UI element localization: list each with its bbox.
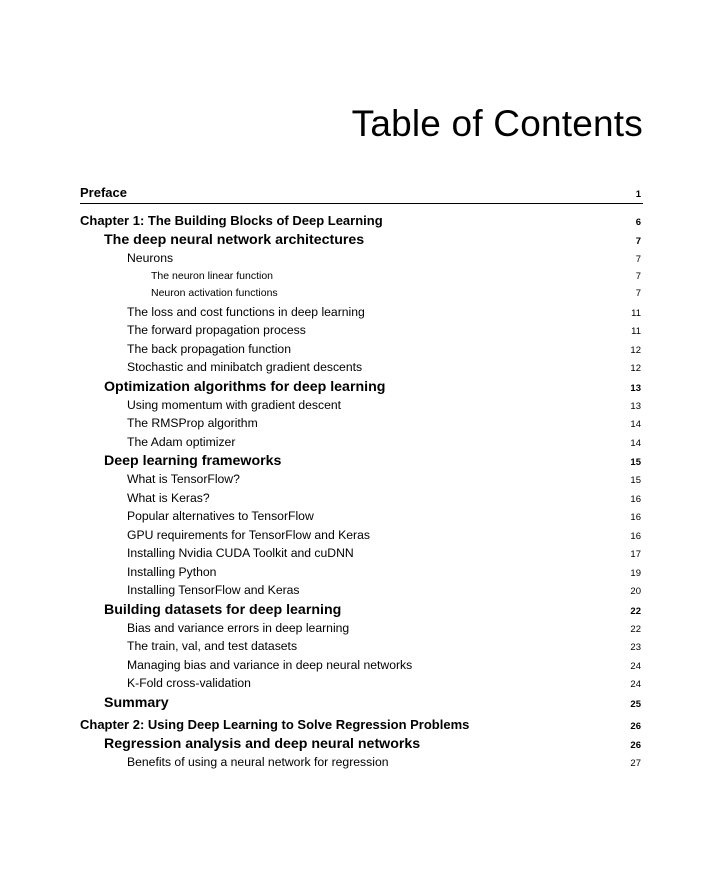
toc-entry-page-number: 6 (635, 217, 641, 228)
toc-entry-label: Installing Nvidia CUDA Toolkit and cuDNN (127, 546, 354, 560)
toc-entry-sub[interactable] (80, 583, 643, 602)
toc-entry-section[interactable] (80, 602, 643, 621)
toc-entry-page-number: 7 (635, 236, 641, 247)
toc-entry-page-number: 26 (630, 720, 641, 732)
toc-entry-sub[interactable] (80, 621, 643, 640)
toc-entry-sub[interactable] (80, 251, 643, 270)
toc-entry-label: Neurons (127, 251, 174, 265)
toc-entry-section[interactable] (80, 232, 643, 251)
toc-entry-section[interactable] (80, 453, 643, 472)
toc-entry-label: The train, val, and test datasets (127, 639, 298, 653)
toc-entry-section[interactable] (80, 379, 643, 398)
toc-entry-page-number: 25 (630, 698, 641, 710)
toc-entry-page-number: 16 (630, 530, 641, 542)
toc-entry-label: Using momentum with gradient descent (127, 397, 342, 412)
toc-entry-page-number: 16 (630, 493, 641, 505)
toc-entry-sub[interactable] (80, 472, 643, 491)
toc-entry-chapter[interactable] (80, 213, 643, 232)
toc-entry-label: Summary (104, 694, 169, 711)
toc-entry-label: GPU requirements for TensorFlow and Keras (127, 527, 370, 542)
toc-entry-subsub[interactable] (80, 270, 643, 288)
toc-entry-page-number: 23 (630, 642, 641, 653)
toc-entry-sub[interactable] (80, 416, 643, 435)
toc-entry-label: Regression analysis and deep neural networks (104, 735, 421, 752)
toc-entry-page-number: 7 (635, 288, 641, 299)
toc-entry-label: Popular alternatives to TensorFlow (127, 509, 314, 523)
toc-entry-sub[interactable] (80, 323, 643, 342)
toc-entry-sub[interactable] (80, 342, 643, 361)
toc-entry-page-number: 22 (630, 623, 641, 635)
toc-entry-label: K-Fold cross-validation (127, 676, 251, 690)
page-title: Table of Contents (351, 103, 643, 144)
toc-entry-label: Neuron activation functions (151, 287, 278, 299)
toc-entry-page-number: 24 (630, 679, 641, 690)
toc-entry-page-number: 13 (630, 382, 641, 394)
toc-entry-sub[interactable] (80, 565, 643, 584)
toc-entry-label: Installing TensorFlow and Keras (127, 583, 300, 597)
toc-entry-page-number: 1 (635, 189, 641, 200)
toc-entry-label: Managing bias and variance in deep neural networks (127, 657, 413, 672)
toc-entry-section[interactable] (80, 736, 643, 755)
toc-entry-page-number: 15 (630, 457, 641, 468)
toc-entry-sub[interactable] (80, 305, 643, 324)
toc-entry-page-number: 7 (635, 270, 641, 282)
toc-entry-page-number: 14 (630, 419, 641, 430)
toc-entry-label: The back propagation function (127, 341, 291, 356)
toc-entry-page-number: 15 (630, 475, 641, 486)
toc-entry-page-number: 16 (630, 512, 641, 523)
toc-entry-sub[interactable] (80, 509, 643, 528)
toc-entry-subsub[interactable] (80, 287, 643, 305)
toc-entry-label: Preface (80, 185, 127, 200)
toc-entry-label: Chapter 2: Using Deep Learning to Solve Regression Problems (80, 716, 470, 732)
toc-entry-label: Optimization algorithms for deep learning (104, 378, 386, 395)
toc-entry-sub[interactable] (80, 546, 643, 565)
toc-entry-page-number: 22 (630, 605, 641, 617)
toc-entry-sub[interactable] (80, 676, 643, 695)
toc-entry-label: What is Keras? (127, 490, 210, 505)
toc-entry-sub[interactable] (80, 528, 643, 547)
toc-entry-sub[interactable] (80, 360, 643, 379)
toc-entry-page-number: 14 (630, 437, 641, 449)
toc-entry-page-number: 12 (630, 363, 641, 374)
toc-entry-label: The forward propagation process (127, 323, 306, 337)
toc-entry-page-number: 13 (630, 400, 641, 412)
toc-entry-page-number: 24 (630, 660, 641, 672)
toc-entry-sub[interactable] (80, 639, 643, 658)
toc-entry-page-number: 19 (630, 567, 641, 579)
toc-entry-page-number: 11 (631, 326, 641, 337)
toc-entry-page-number: 7 (635, 254, 641, 265)
toc-entry-page-number: 27 (630, 757, 641, 769)
toc-entry-section[interactable] (80, 695, 643, 714)
toc-entry-page-number: 11 (631, 307, 641, 319)
toc-entry-label: Deep learning frameworks (104, 453, 282, 469)
toc-entry-sub[interactable] (80, 398, 643, 417)
toc-entry-sub[interactable] (80, 658, 643, 677)
toc-entry-chapter[interactable] (80, 717, 643, 736)
toc-entry-label: The Adam optimizer (127, 434, 236, 449)
toc-entry-sub[interactable] (80, 435, 643, 454)
toc-entry-label: Chapter 1: The Building Blocks of Deep Learning (80, 213, 383, 228)
toc-entry-label: Building datasets for deep learning (104, 601, 342, 618)
toc-entry-sub[interactable] (80, 491, 643, 510)
toc-entry-label: Bias and variance errors in deep learning (127, 620, 350, 635)
toc-entry-label: Benefits of using a neural network for regression (127, 754, 389, 769)
toc-entry-page-number: 20 (630, 586, 641, 597)
table-of-contents (80, 185, 643, 773)
toc-entry-sub[interactable] (80, 755, 643, 774)
toc-entry-label: The loss and cost functions in deep learning (127, 304, 365, 319)
toc-entry-label: The neuron linear function (151, 269, 273, 282)
toc-entry-label: The deep neural network architectures (104, 232, 365, 248)
toc-entry-label: What is TensorFlow? (127, 472, 240, 486)
toc-entry-page-number: 12 (630, 344, 641, 356)
toc-entry-page-number: 26 (630, 739, 641, 751)
toc-entry-preface[interactable] (80, 185, 643, 204)
toc-entry-label: Installing Python (127, 564, 217, 579)
toc-entry-label: Stochastic and minibatch gradient descents (127, 360, 363, 374)
toc-entry-page-number: 17 (630, 549, 641, 560)
toc-entry-label: The RMSProp algorithm (127, 416, 258, 430)
